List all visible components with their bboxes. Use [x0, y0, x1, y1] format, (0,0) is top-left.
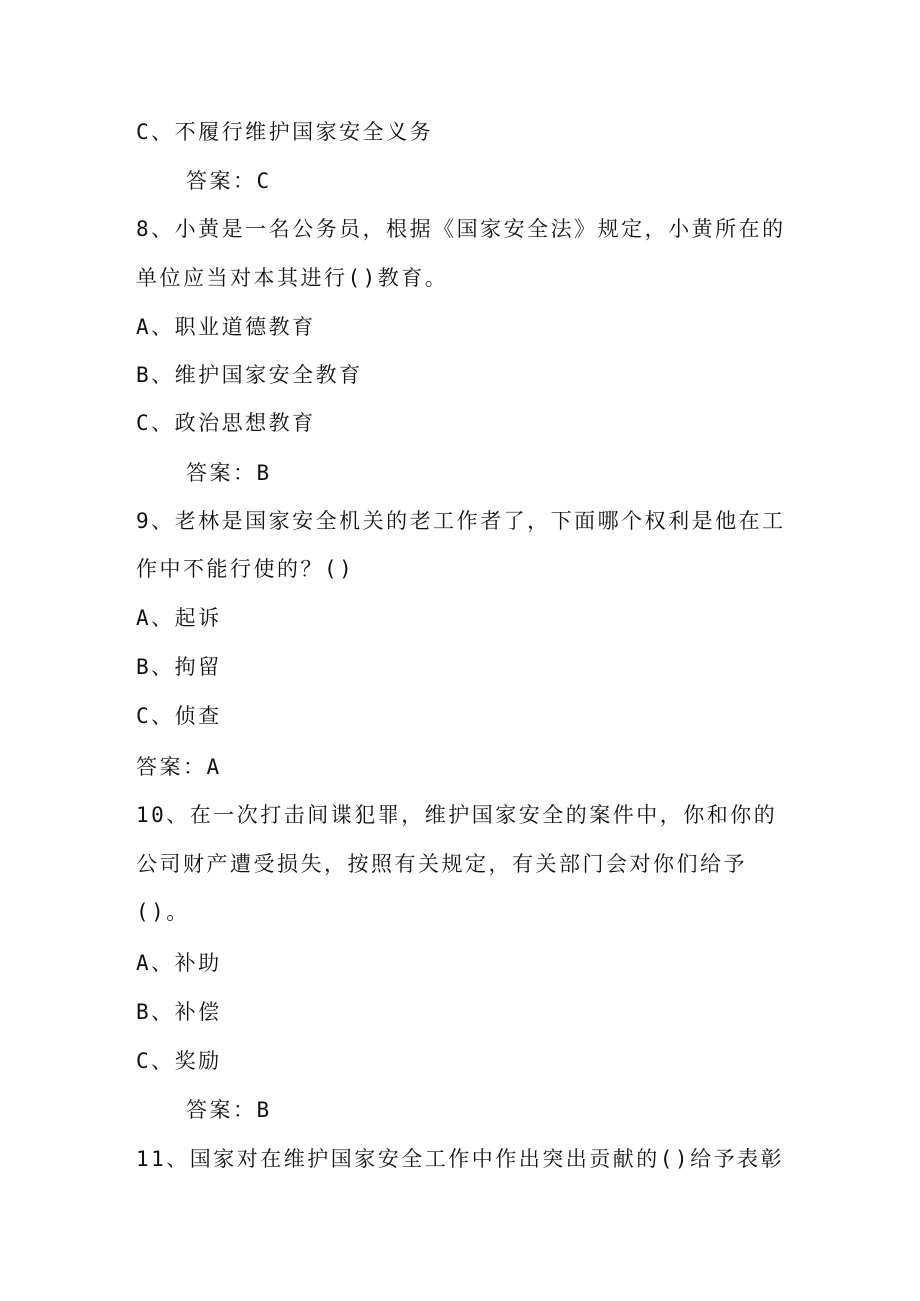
q10-option-c: C、奖励 [136, 1049, 222, 1073]
q11-question-line-1: 11、国家对在维护国家安全工作中作出突出贡献的()给予表彰 [136, 1147, 785, 1171]
q9-option-c: C、侦查 [136, 704, 222, 728]
q8-option-a: A、职业道德教育 [136, 315, 316, 339]
q8-answer: 答案：B [186, 461, 272, 485]
q7-answer: 答案：C [186, 169, 272, 193]
q10-question-line-2: 公司财产遭受损失，按照有关规定，有关部门会对你们给予 [136, 852, 747, 876]
q10-option-b: B、补偿 [136, 1000, 222, 1024]
q10-question-line-3: ()。 [136, 900, 190, 924]
q10-answer: 答案：B [186, 1098, 272, 1122]
q8-question-line-1: 8、小黄是一名公务员，根据《国家安全法》规定，小黄所在的 [136, 217, 786, 241]
q8-option-b: B、维护国家安全教育 [136, 363, 363, 387]
q7-option-c: C、不履行维护国家安全义务 [136, 120, 434, 144]
q8-option-c: C、政治思想教育 [136, 411, 316, 435]
q9-question-line-2: 作中不能行使的？() [136, 557, 355, 581]
q9-option-b: B、拘留 [136, 655, 222, 679]
q9-option-a: A、起诉 [136, 606, 222, 630]
q10-question-line-1: 10、在一次打击间谍犯罪，维护国家安全的案件中，你和你的 [136, 803, 778, 827]
q10-option-a: A、补助 [136, 951, 222, 975]
q9-answer: 答案：A [136, 755, 222, 779]
q8-question-line-2: 单位应当对本其进行()教育。 [136, 266, 449, 290]
q9-question-line-1: 9、老林是国家安全机关的老工作者了，下面哪个权利是他在工 [136, 509, 786, 533]
